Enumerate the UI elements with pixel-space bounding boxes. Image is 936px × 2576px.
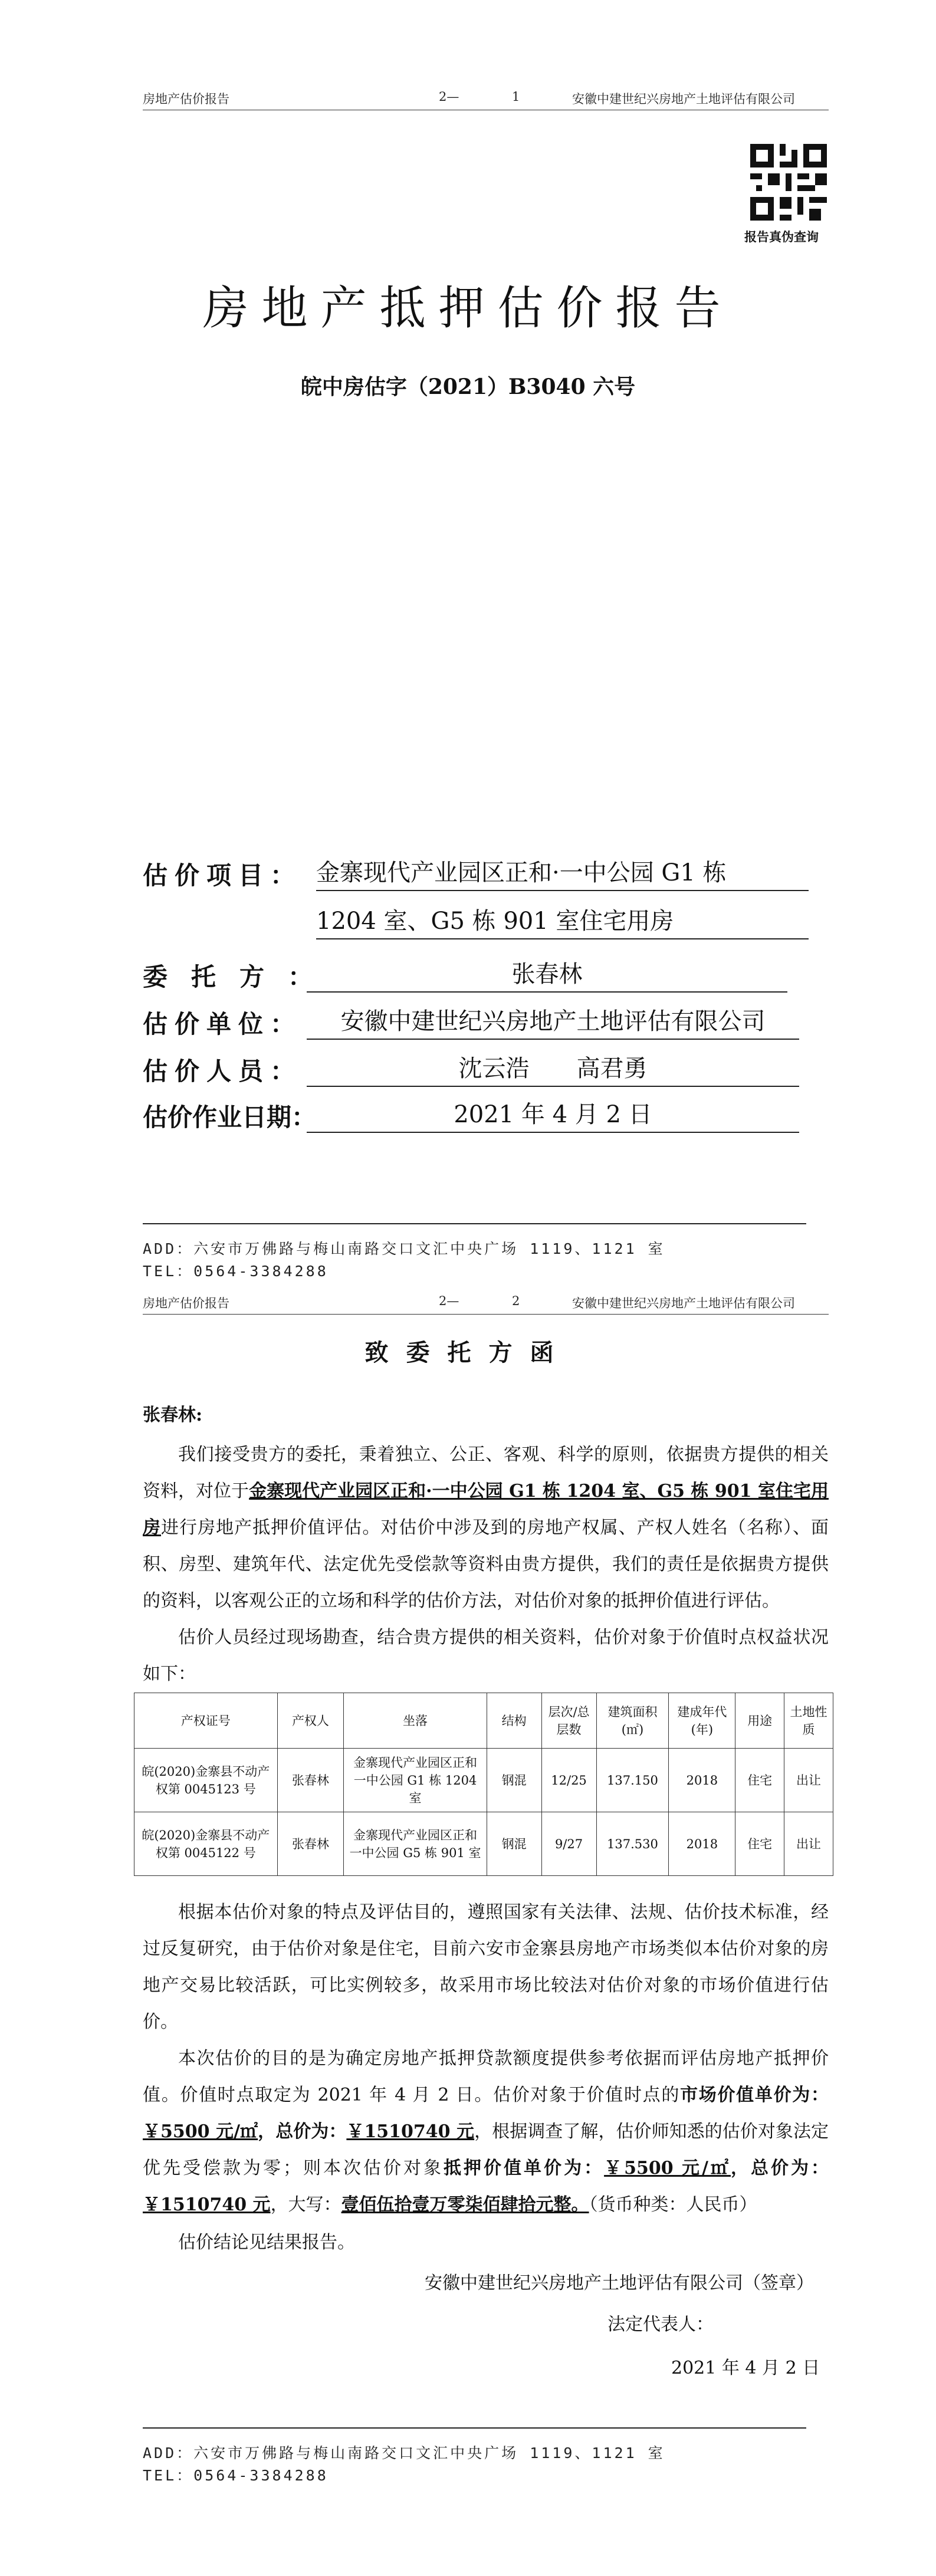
table-cell: 出让 — [784, 1812, 833, 1876]
table-header-row — [134, 1693, 833, 1749]
letter-paragraph-4: 本次估价的目的是为确定房地产抵押贷款额度提供参考依据而评估房地产抵押价值。价值时点取定为 2021 年 4 月 2 日。估价对象于价值时点的市场价值单价为：￥5500 元/㎡，总价为：￥1510740 元，根据调查了解，估价师知悉的估价对象法定优先受偿款为零；则本次估价对象抵押价值单价为：￥5500 元/㎡，总价为：￥1510740 元，大写：壹佰伍拾壹万零柒佰肆拾元整。（货币种类：人民币） — [143, 2048, 829, 2215]
property-table — [134, 1693, 833, 1876]
signature-representative: 法定代表人： — [607, 2314, 714, 2335]
page2-header-page: 2 — [512, 1294, 520, 1308]
letter-title: 致委托方函 — [364, 1339, 572, 1366]
letter-paragraph-3: 根据本估价对象的特点及评估目的，遵照国家有关法律、法规、估价技术标准，经过反复研究，由于估价对象是住宅，目前六安市金寨县房地产市场类似本估价对象的房地产交易比较活跃，可比实例较多，故采用市场比较法对估价对象的市场价值进行估价。 — [143, 1902, 829, 2032]
page1-header-left: 房地产估价报告 — [143, 92, 229, 106]
field-value-client: 张春林 — [307, 955, 787, 993]
field-label-date: 估价作业日期： — [143, 1103, 317, 1132]
table-header-cell: 用途 — [735, 1693, 784, 1749]
table-cell: 住宅 — [735, 1812, 784, 1876]
table-cell: 皖(2020)金寨县不动产权第 0045123 号 — [134, 1749, 278, 1812]
field-value-project: 金寨现代产业园区正和·一中公园 G1 栋 — [316, 854, 809, 891]
field-value-company: 安徽中建世纪兴房地产土地评估有限公司 — [307, 1003, 799, 1040]
field-value-project-line2: 1204 室、G5 栋 901 室住宅用房 — [316, 902, 809, 939]
table-header-cell: 产权人 — [277, 1693, 344, 1749]
table-header-cell: 建成年代(年) — [669, 1693, 735, 1749]
page1-header-right: 安徽中建世纪兴房地产土地评估有限公司 — [572, 92, 795, 106]
table-cell: 皖(2020)金寨县不动产权第 0045122 号 — [134, 1812, 278, 1876]
page1-footer-rule — [143, 1223, 806, 1224]
table-cell: 12/25 — [541, 1749, 596, 1812]
page1-header-page: 1 — [512, 90, 520, 104]
table-header-cell: 建筑面积(㎡) — [596, 1693, 669, 1749]
table-cell: 张春林 — [277, 1812, 344, 1876]
letter-salutation: 张春林: — [143, 1405, 203, 1425]
page2-footer-rule — [143, 2427, 806, 2429]
page2-header-right: 安徽中建世纪兴房地产土地评估有限公司 — [572, 1296, 795, 1310]
signature-date: 2021 年 4 月 2 日 — [671, 2358, 820, 2378]
table-header-cell: 层次/总层数 — [541, 1693, 596, 1749]
letter-paragraph-1: 我们接受贵方的委托，秉着独立、公正、客观、科学的原则，依据贵方提供的相关资料，对位于金寨现代产业园区正和·一中公园 G1 栋 1204 室、G5 栋 901 室住宅用房进行房地产抵押价值评估。对估价中涉及到的房地产权属、产权人姓名（名称）、面积、房型、建筑年代、法定优先受偿款等资料由贵方提供，我们的责任是依据贵方提供的资料，以客观公正的立场和科学的估价方法，对估价对象的抵押价值进行评估。 — [143, 1444, 829, 1611]
report-title: 房地产抵押估价报告 — [202, 282, 734, 335]
table-cell: 住宅 — [735, 1749, 784, 1812]
qr-code-icon — [750, 144, 827, 221]
table-header-cell: 土地性质 — [784, 1693, 833, 1749]
table-cell: 张春林 — [277, 1749, 344, 1812]
table-cell: 2018 — [669, 1749, 735, 1812]
table-cell: 137.150 — [596, 1749, 669, 1812]
table-cell: 9/27 — [541, 1812, 596, 1876]
field-label-project: 估价项目： — [143, 861, 303, 890]
table-row — [134, 1749, 833, 1812]
page2-header-center: 2— — [439, 1294, 459, 1308]
table-cell: 2018 — [669, 1812, 735, 1876]
field-value-appraisers: 沈云浩 高君勇 — [307, 1050, 799, 1087]
letter-paragraph-2: 估价人员经过现场勘查，结合贵方提供的相关资料，估价对象于价值时点权益状况如下： — [143, 1627, 829, 1684]
field-label-company: 估价单位： — [143, 1010, 303, 1039]
page2-footer-tel: TEL：0564-3384288 — [143, 2467, 329, 2484]
table-cell: 137.530 — [596, 1812, 669, 1876]
field-value-date: 2021 年 4 月 2 日 — [307, 1096, 799, 1133]
letter-paragraph-5: 估价结论见结果报告。 — [178, 2232, 355, 2253]
report-number: 皖中房估字（2021）B3040 六号 — [300, 374, 636, 399]
table-cell: 钢混 — [487, 1749, 541, 1812]
table-cell: 金寨现代产业园区正和一中公园 G1 栋 1204 室 — [344, 1749, 487, 1812]
page1-footer-tel: TEL：0564-3384288 — [143, 1263, 329, 1280]
field-label-appraisers: 估价人员： — [143, 1057, 303, 1086]
page1-footer-address: ADD：六安市万佛路与梅山南路交口文汇中央广场 1119、1121 室 — [143, 1240, 665, 1257]
page1-header-center: 2— — [439, 90, 459, 104]
table-header-cell: 结构 — [487, 1693, 541, 1749]
qr-caption: 报告真伪查询 — [744, 230, 819, 244]
signature-company: 安徽中建世纪兴房地产土地评估有限公司（签章） — [425, 2273, 814, 2294]
field-label-client: 委托方： — [143, 962, 337, 991]
table-header-cell: 产权证号 — [134, 1693, 278, 1749]
table-header-cell: 坐落 — [344, 1693, 487, 1749]
table-cell: 钢混 — [487, 1812, 541, 1876]
page2-header-rule — [143, 1314, 829, 1315]
table-cell: 金寨现代产业园区正和一中公园 G5 栋 901 室 — [344, 1812, 487, 1876]
page2-footer-address: ADD：六安市万佛路与梅山南路交口文汇中央广场 1119、1121 室 — [143, 2444, 665, 2462]
table-row — [134, 1812, 833, 1876]
table-cell: 出让 — [784, 1749, 833, 1812]
page2-header-left: 房地产估价报告 — [143, 1296, 229, 1310]
